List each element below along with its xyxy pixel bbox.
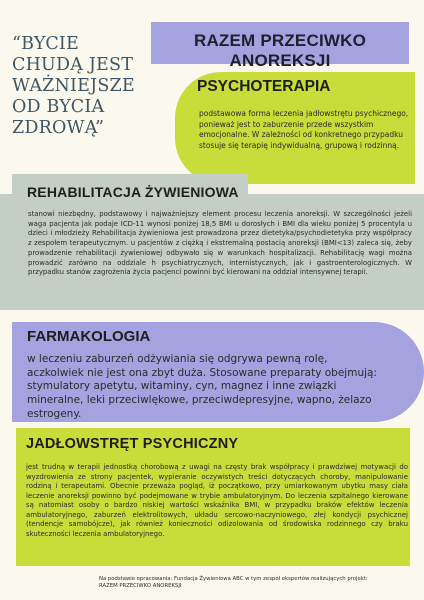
psychoterapia-heading: PSYCHOTERAPIA xyxy=(197,78,331,95)
quote: “BYCIE CHUDĄ JEST WAŻNIEJSZE OD BYCIA ZDROWĄ” xyxy=(12,34,135,138)
source-note xyxy=(99,576,419,591)
source-line-1: Na podstawie opracowania: Fundacja Żywieniowa ABC w tym zespół ekspertów realizujących projekt: xyxy=(99,576,368,582)
section-jadlowstret xyxy=(16,428,410,566)
psychoterapia-text: podstawowa forma leczenia jadłowstrętu psychicznego, ponieważ jest to zaburzenie przede wszystkim emocjonalne. W zależności od konkretnego przypadku stosuje się terapię indywidualną, grupową i rodzinną. xyxy=(199,109,409,151)
section-psychoterapia xyxy=(175,72,415,184)
jadlowstret-heading: JADŁOWSTRĘT PSYCHICZNY xyxy=(26,436,239,452)
rehabilitacja-heading-tab xyxy=(12,174,248,208)
page-title: RAZEM PRZECIWKO ANOREKSJI xyxy=(193,31,367,70)
jadlowstret-text: jest trudną w terapii jednostką chorobową z uwagi na częsty brak współpracy i prawdziwej motywacji do wyzdrowienia ze strony pacjentek, wypieranie oczywistych treści dotyczących choroby, manipulowanie rodziną i terapeutami. Obecnie przeważa pogląd, iż początkowo, przy umiarkowanym ubytku masy ciała leczenie anoreksji powinno być podejmowane w trybie ambulatoryjnym. Do leczenia szpitalnego kierowane są natomiast osoby o bardzo niskiej wartości wskaźnika BMI, w przypadku braków efektów leczenia ambulatoryjnego, zaburzeń elektrolitowych, układu sercowo-naczyniowego, złej kondycji psychicznej (tendencje samobójcze), jak również konieczności odizolowania od środowiska rodzinnego czy braku skuteczności leczenia ambulatoryjnego. xyxy=(26,463,408,538)
farmakologia-heading: FARMAKOLOGIA xyxy=(27,328,151,345)
farmakologia-text: w leczeniu zaburzeń odżywiania się odgrywa pewną rolę, aczkolwiek nie jest ona zbyt duża. Stosowane preparaty obejmują: stymulatory apetytu, witaminy, cyn, magnez i inne związki mineralne, leki przeciwlękowe, przeciwdepresyjne, wapno, żelazo estrogeny. xyxy=(27,353,378,420)
title-banner xyxy=(151,22,409,70)
source-line-2: RAZEM PRZECIWKO ANOREKSJI xyxy=(99,583,182,590)
section-rehabilitacja xyxy=(0,194,424,310)
rehabilitacja-heading: REHABILITACJA ŻYWIENIOWA xyxy=(27,184,239,200)
section-farmakologia xyxy=(12,322,424,422)
rehabilitacja-text: stanowi niezbędny, podstawowy i najważniejszy element procesu leczenia anoreksji. W szczególności jeżeli waga pacjenta jak podaje ICD-11 wynosi poniżej 18,5 BMI u dorosłych i BMI dla wieku poniżej 5 procentyla u dzieci i młodzieży Rehabilitacja żywieniowa jest prowadzona przez dietetyka/psychodietetyka przy współpracy z zespołem terapeutycznym. u pacjentów z ciężką i ekstremalną postacią anoreksji (BMI<13) zaleca się, żeby prowadzenie rehabilitacji żywieniowej odbywało się w warunkach hospitalizacji. Rehabilitację wagi można prowadzić zarówno na oddziale h psychiatrycznych, internistycznych, jak i gastroenterologicznych. W przypadku stanów zagrożenia życia pacjenci powinni być kierowani na oddział intensywnej terapii. xyxy=(28,210,412,277)
